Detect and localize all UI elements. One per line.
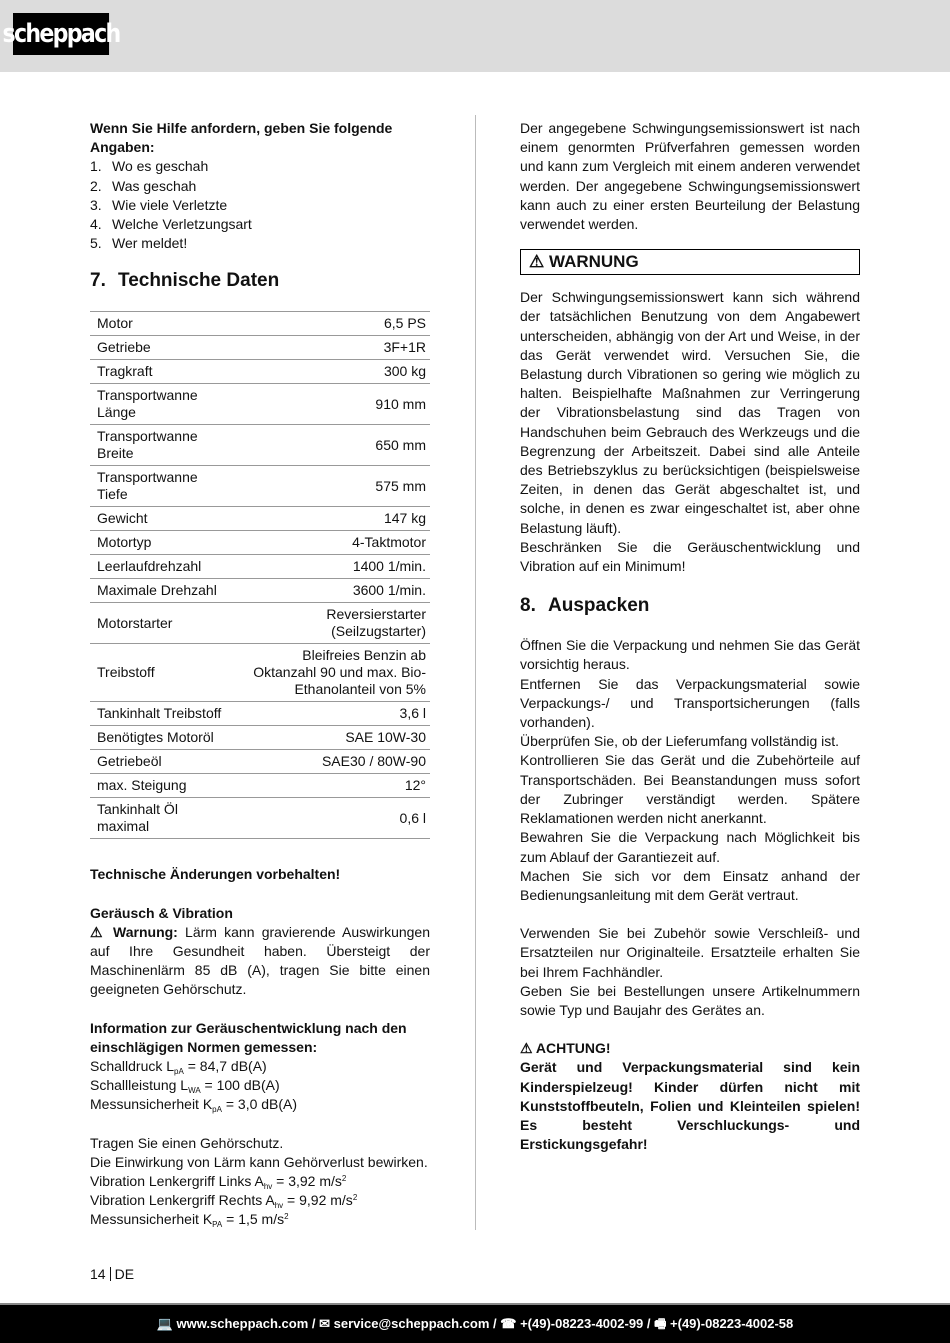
hearing-loss-text: Die Einwirkung von Lärm kann Gehörverlust bewirken.: [90, 1153, 428, 1170]
email-link[interactable]: service@scheppach.com: [333, 1316, 490, 1332]
measurement-line: Vibration Lenkergriff Links $A_{hv} = 3,92$ $m/s^2$: [90, 1173, 347, 1192]
warning-box: ⚠ WARNUNG: [520, 249, 860, 275]
spec-label: Tankinhalt Öl maximal: [90, 798, 238, 839]
table-row: [90, 507, 430, 531]
column-divider: [475, 115, 476, 1230]
measurement-line: Messunsicherheit $K_{pA} = 3,0$ dB(A): [90, 1096, 298, 1115]
spec-value: SAE 10W-30: [238, 726, 430, 750]
item-text: Was geschah: [112, 177, 197, 194]
info-title: Information zur Geräuschentwicklung nach den einschlägigen Normen gemessen:: [90, 1019, 407, 1055]
item-number: 1.: [90, 158, 102, 175]
vibration-paragraph: Der angegebene Schwingungsemissionswert ist nach einem genormten Prüfverfahren gemessen worden und kann zum Vergleich mit einem anderen verwendet werden. Der angegebene Schwingungsemissionswert kann auch zu einer ersten Beurteilung der Belastung verwendet werden.: [520, 120, 860, 233]
table-row: [90, 425, 430, 466]
noise-title: Geräusch & Vibration: [90, 904, 233, 921]
computer-icon: 💻: [156, 1316, 177, 1332]
table-row: [90, 579, 430, 603]
table-row: [90, 603, 430, 644]
right-column: [520, 119, 860, 1154]
superscript: 2: [341, 1174, 347, 1184]
email-icon: ✉: [319, 1316, 334, 1332]
parts-paragraphs: [520, 924, 860, 1020]
footer: 💻 www.scheppach.com / ✉ service@scheppach.com / ☎ +(49)-08223-4002-99 / 🖷 +(49)-08223-4002-58: [0, 1303, 950, 1343]
help-list-item: [90, 177, 430, 196]
item-number: 4.: [90, 216, 102, 233]
spec-value: 4-Taktmotor: [238, 531, 430, 555]
table-row: [90, 726, 430, 750]
section-7-heading: 7. Technische Daten: [90, 270, 280, 292]
left-column: [90, 119, 430, 1230]
spec-label: Getriebeöl: [90, 750, 238, 774]
superscript: 2: [284, 1212, 289, 1222]
spec-label: Motorstarter: [90, 603, 238, 644]
measurements: [90, 1057, 430, 1115]
spec-label: Maximale Drehzahl: [90, 579, 238, 603]
help-title: Wenn Sie Hilfe anfordern, geben Sie folgende Angaben:: [90, 120, 393, 156]
unpack-paragraph: Überprüfen Sie, ob der Lieferumfang vollständig ist.: [520, 733, 840, 750]
subscript: pA: [174, 1067, 184, 1077]
parts-paragraph: Verwenden Sie bei Zubehör sowie Verschleiß- und Ersatzteilen nur Originalteile. Ersatzteile erhalten Sie bei Ihrem Fachhändler.: [520, 925, 860, 980]
hearing-protection-text: Tragen Sie einen Gehörschutz.: [90, 1134, 284, 1151]
spec-label: Transportwanne Länge: [90, 384, 238, 425]
spec-value: 6,5 PS: [238, 312, 430, 336]
spec-label: max. Steigung: [90, 774, 238, 798]
subscript: hv: [274, 1201, 284, 1211]
spec-value: 3F+1R: [238, 336, 430, 360]
unpack-paragraph: Kontrollieren Sie das Gerät und die Zubehörteile auf Transportschäden. Bei Beanstandungen muss sofort der Zubringer verständigt werden. Spätere Reklamationen werden nicht anerkannt.: [520, 752, 860, 827]
unpack-paragraph: Bewahren Sie die Verpackung nach Möglichkeit bis zum Ablauf der Garantiezeit auf.: [520, 829, 860, 865]
spec-label: Tragkraft: [90, 360, 238, 384]
subscript: pA: [212, 1105, 222, 1115]
unpack-paragraph: Machen Sie sich vor dem Einsatz anhand der Bedienungsanleitung mit dem Gerät vertraut.: [520, 867, 860, 903]
spec-label: Leerlaufdrehzahl: [90, 555, 238, 579]
vibration-values: [90, 1172, 430, 1230]
spec-label: Transportwanne Breite: [90, 425, 238, 466]
table-row: [90, 702, 430, 726]
tech-data-table: [90, 311, 430, 839]
spec-value: 650 mm: [238, 425, 430, 466]
header: [0, 0, 950, 72]
item-number: 3.: [90, 196, 102, 213]
table-row: [90, 466, 430, 507]
help-list-item: [90, 215, 430, 234]
measurement-line: Vibration Lenkergriff Rechts $A_{hv} = 9,92$ $m/s^2$: [90, 1192, 358, 1211]
help-list: [90, 157, 430, 253]
spec-value: 910 mm: [238, 384, 430, 425]
help-list-item: [90, 196, 430, 215]
spec-value: Reversierstarter (Seilzugstarter): [238, 603, 430, 644]
parts-paragraph: Geben Sie bei Bestellungen unsere Artikelnummern sowie Typ und Baujahr des Gerätes an.: [520, 982, 860, 1018]
help-list-item: [90, 157, 430, 176]
minimize-paragraph: Beschränken Sie die Geräuschentwicklung und Vibration auf ein Minimum!: [520, 538, 860, 575]
spec-value: 147 kg: [238, 507, 430, 531]
spec-label: Getriebe: [90, 336, 238, 360]
superscript: 2: [352, 1193, 358, 1203]
table-row: [90, 336, 430, 360]
phone-icon: ☎: [500, 1316, 521, 1332]
measurement-line: Schallleistung $L_{WA} = 100$ dB(A): [90, 1077, 280, 1096]
table-row: [90, 360, 430, 384]
measurement-line: Schalldruck $L_{pA} = 84,7$ dB(A): [90, 1058, 267, 1077]
spec-label: Tankinhalt Treibstoff: [90, 702, 238, 726]
spec-value: 575 mm: [238, 466, 430, 507]
phone-number: +(49)-08223-4002-99: [520, 1316, 644, 1332]
spec-label: Treibstoff: [90, 644, 238, 702]
spec-value: 12°: [238, 774, 430, 798]
attention-text: Gerät und Verpackungsmaterial sind kein Kinderspielzeug! Kinder dürfen nicht mit Kunststoffbeuteln, Folien und Kleinteilen spielen! Es besteht Verschluckungs- und Erstickungsgefahr!: [520, 1059, 860, 1153]
table-row: [90, 774, 430, 798]
table-row: [90, 798, 430, 839]
table-row: [90, 384, 430, 425]
item-text: Wo es geschah: [112, 158, 209, 175]
spec-value: 0,6 l: [238, 798, 430, 839]
attention-title: ⚠ ACHTUNG!: [520, 1040, 611, 1057]
item-number: 2.: [90, 177, 102, 194]
table-row: [90, 750, 430, 774]
spec-value: 300 kg: [238, 360, 430, 384]
subscript: WA: [188, 1086, 201, 1096]
subscript: PA: [212, 1220, 223, 1230]
table-row: [90, 312, 430, 336]
measurement-line: Messunsicherheit $K_{PA} = 1,5$ $m/s^2$: [90, 1211, 289, 1230]
spec-label: Motor: [90, 312, 238, 336]
unpack-paragraph: Entfernen Sie das Verpackungsmaterial sowie Verpackungs-/ und Transportsicherungen (falls vorhanden).: [520, 675, 860, 731]
spec-value: SAE30 / 80W-90: [238, 750, 430, 774]
spec-label: Motortyp: [90, 531, 238, 555]
section-8-heading: 8. Auspacken: [520, 595, 650, 617]
unpack-paragraph: Öffnen Sie die Verpackung und nehmen Sie das Gerät vorsichtig heraus.: [520, 637, 860, 673]
warning-paragraph: Der Schwingungsemissionswert kann sich während der tatsächlichen Benutzung von dem Angabewert unterscheiden, abhängig von der Art und Weise, in der das Gerät verwendet wird. Versuchen Sie, die Belastung durch Vibrationen so gering wie möglich zu halten. Beispielhafte Maßnahmen zur Verringerung der Vibrationsbelastung sind das Tragen von Handschuhen beim Gebrauch des Werkzeugs und die Begrenzung der Arbeitszeit. Dabei sind alle Anteile des Betriebszyklus zu berücksichtigen (beispielsweise Zeiten, in denen das Gerät abgeschaltet ist, und solche, in denen es zwar eingeschaltet ist, aber ohne Belastung läuft).: [520, 289, 860, 536]
fax-number: +(49)-08223-4002-58: [670, 1316, 794, 1332]
spec-value: 3600 1/min.: [238, 579, 430, 603]
spec-label: Gewicht: [90, 507, 238, 531]
noise-warning: ⚠ Warnung: Lärm kann gravierende Auswirkungen auf Ihre Gesundheit haben. Übersteigt der Maschinenlärm 85 dB (A), tragen Sie bitte einen geeigneten Gehörschutz.: [90, 923, 430, 998]
spec-label: Benötigtes Motoröl: [90, 726, 238, 750]
table-row: [90, 644, 430, 702]
subscript: hv: [263, 1182, 273, 1192]
table-row: [90, 555, 430, 579]
item-number: 5.: [90, 235, 102, 252]
fax-icon: 🖷: [654, 1316, 671, 1332]
scheppach-logo: scheppach: [13, 13, 109, 55]
help-list-item: [90, 234, 430, 253]
item-text: Wer meldet!: [112, 235, 188, 252]
spec-label: Transportwanne Tiefe: [90, 466, 238, 507]
website-link[interactable]: www.scheppach.com: [176, 1316, 309, 1332]
table-row: [90, 531, 430, 555]
unpack-paragraphs: [520, 636, 860, 905]
item-text: Welche Verletzungsart: [112, 216, 252, 233]
changes-note: Technische Änderungen vorbehalten!: [90, 866, 341, 883]
spec-value: 1400 1/min.: [238, 555, 430, 579]
spec-value: Bleifreies Benzin ab Oktanzahl 90 und max. Bio-Ethanolanteil von 5%: [238, 644, 430, 702]
page-number: 14 DE: [90, 1266, 135, 1282]
item-text: Wie viele Verletzte: [112, 196, 228, 213]
spec-value: 3,6 l: [238, 702, 430, 726]
